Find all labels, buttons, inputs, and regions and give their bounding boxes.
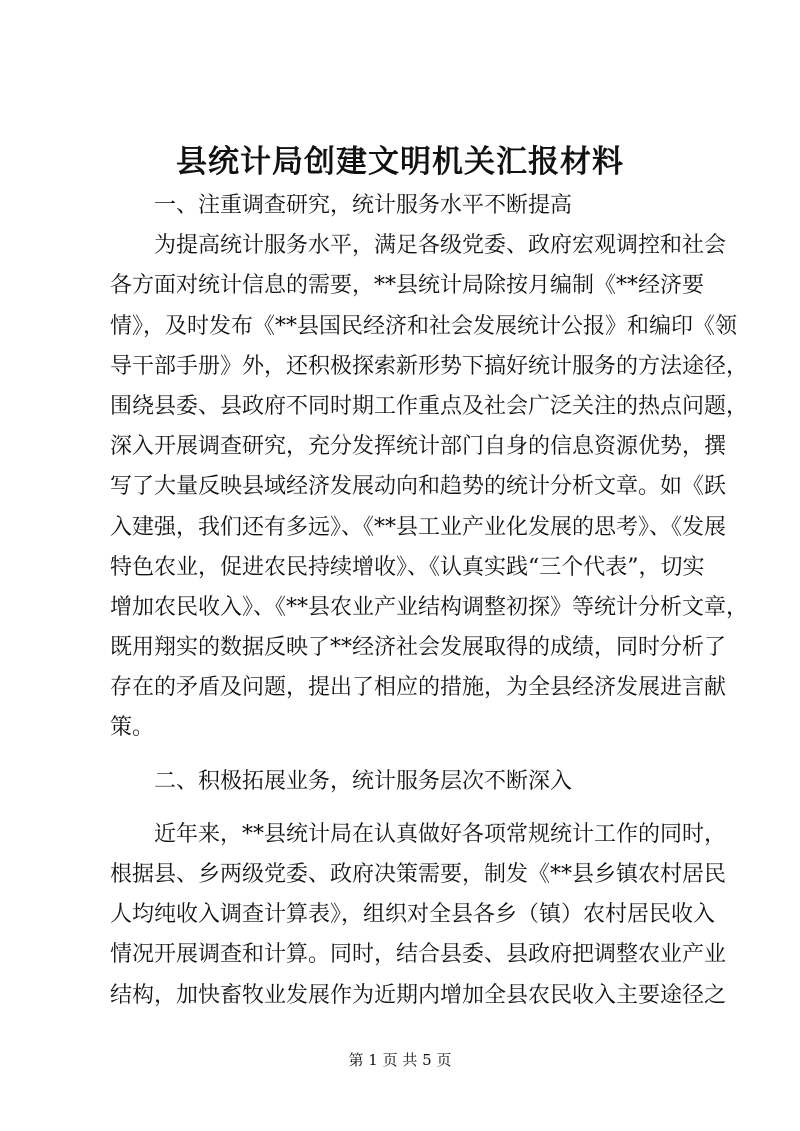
paragraph-line: 入建强，我们还有多远》、《**县工业产业化发展的思考》、《发展 <box>110 514 727 540</box>
paragraph-line: 存在的矛盾及问题，提出了相应的措施，为全县经济发展进言献 <box>110 675 727 701</box>
page-footer: 第 1 页 共 5 页 <box>348 1051 452 1069</box>
section-heading: 二、积极拓展业务，统计服务层次不断深入 <box>154 768 573 794</box>
paragraph-gap <box>110 802 702 815</box>
paragraph-line: 导干部手册》外，还积极探索新形势下搞好统计服务的方法途径， <box>110 353 749 379</box>
paragraph-line: 既用翔实的数据反映了**经济社会发展取得的成绩，同时分析了 <box>110 635 727 661</box>
paragraph-line: 策。 <box>110 715 155 741</box>
paragraph-line: 增加农民收入》、《**县农业产业结构调整初探》等统计分析文章， <box>110 594 749 620</box>
paragraph-line: 情》，及时发布《**县国民经济和社会发展统计公报》和编印《领 <box>110 313 738 339</box>
paragraph-line: 写了大量反映县域经济发展动向和趋势的统计分析文章。如《跃 <box>110 474 727 500</box>
paragraph-line: 深入开展调查研究，充分发挥统计部门自身的信息资源优势，撰 <box>110 434 727 460</box>
paragraph-line: 情况开展调查和计算。同时，结合县委、县政府把调整农业产业 <box>110 942 727 968</box>
paragraph-line: 近年来，**县统计局在认真做好各项常规统计工作的同时， <box>154 821 727 847</box>
paragraph-gap <box>110 749 702 762</box>
section-heading: 一、注重调查研究，统计服务水平不断提高 <box>154 193 573 218</box>
paragraph-line: 人均纯收入调查计算表》，组织对全县各乡（镇）农村居民收入 <box>110 902 716 928</box>
document-body <box>110 186 749 1016</box>
document-title: 县统计局创建文明机关汇报材料 <box>176 144 624 180</box>
paragraph-line: 结构，加快畜牧业发展作为近期内增加全县农民收入主要途径之 <box>110 982 727 1008</box>
paragraph-line: 根据县、乡两级党委、政府决策需要，制发《**县乡镇农村居民 <box>110 862 727 887</box>
paragraph-line: 围绕县委、县政府不同时期工作重点及社会广泛关注的热点问题， <box>110 393 749 419</box>
paragraph-line: 特色农业，促进农民持续增收》、《认真实践“三个代表”，切实 <box>110 554 705 580</box>
paragraph-line: 为提高统计服务水平，满足各级党委、政府宏观调控和社会 <box>154 233 727 259</box>
paragraph-line: 各方面对统计信息的需要，**县统计局除按月编制《**经济要 <box>110 273 705 299</box>
